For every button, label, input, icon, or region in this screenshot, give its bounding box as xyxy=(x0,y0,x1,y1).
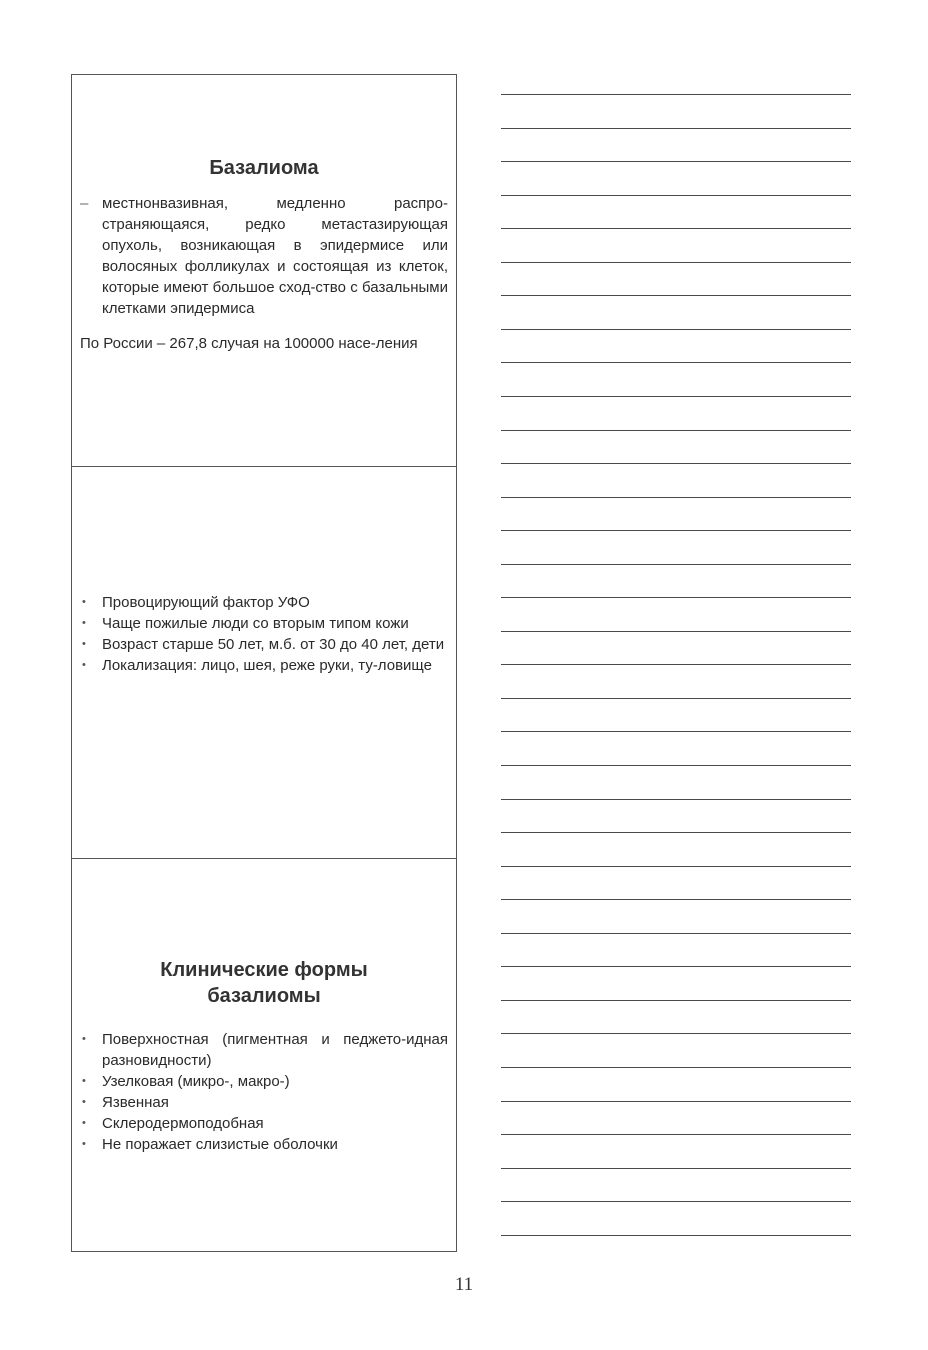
note-line xyxy=(501,463,851,464)
list-item: • Склеродермоподобная xyxy=(82,1115,264,1132)
note-line xyxy=(501,362,851,363)
note-line xyxy=(501,295,851,296)
bullet-icon: • xyxy=(82,1138,86,1150)
note-line xyxy=(501,262,851,263)
slide-clinical-forms xyxy=(72,858,456,1251)
slides-column xyxy=(71,74,457,1252)
slide-title: Клинические формы базалиомы xyxy=(160,959,368,1007)
note-line xyxy=(501,631,851,632)
note-line xyxy=(501,966,851,967)
note-line xyxy=(501,1067,851,1068)
list-item: • Возраст старше 50 лет, м.б. от 30 до 40 лет, дети xyxy=(82,636,445,653)
clinical-forms-list xyxy=(80,1029,448,1155)
note-line xyxy=(501,1033,851,1034)
note-line xyxy=(501,94,851,95)
note-line xyxy=(501,396,851,397)
note-line xyxy=(501,698,851,699)
note-line xyxy=(501,899,851,900)
dash-marker: – xyxy=(80,195,89,212)
bullet-icon: • xyxy=(82,1096,86,1108)
note-line xyxy=(501,195,851,196)
note-line xyxy=(501,1101,851,1102)
note-line xyxy=(501,1235,851,1236)
note-line xyxy=(501,866,851,867)
slide-risk-factors xyxy=(72,466,456,858)
bullet-icon: • xyxy=(82,1075,86,1087)
note-line xyxy=(501,564,851,565)
bullet-icon: • xyxy=(82,659,86,671)
list-item: • Узелковая (микро-, макро-) xyxy=(82,1073,290,1090)
list-item: • Локализация: лицо, шея, реже руки, ту-ловище xyxy=(82,657,432,674)
bullet-icon: • xyxy=(82,638,86,650)
note-line xyxy=(501,430,851,431)
note-line xyxy=(501,1201,851,1202)
note-line xyxy=(501,1168,851,1169)
list-item: • Провоцирующий фактор УФО xyxy=(82,594,310,611)
note-line xyxy=(501,329,851,330)
note-line xyxy=(501,1000,851,1001)
slide-title: Базалиома xyxy=(209,157,319,179)
note-line xyxy=(501,1134,851,1135)
note-line xyxy=(501,597,851,598)
bullet-icon: • xyxy=(82,1033,86,1045)
slide-basalioma xyxy=(72,75,456,466)
note-line xyxy=(501,933,851,934)
list-item: • Не поражает слизистые оболочки xyxy=(82,1136,338,1153)
list-item: • Язвенная xyxy=(82,1094,169,1111)
risk-factor-list xyxy=(80,592,448,676)
page-number: 11 xyxy=(454,1274,474,1295)
note-line xyxy=(501,799,851,800)
definition-item xyxy=(80,193,448,319)
note-line xyxy=(501,530,851,531)
list-item: • Чаще пожилые люди со вторым типом кожи xyxy=(82,615,409,632)
note-line xyxy=(501,228,851,229)
note-line xyxy=(501,832,851,833)
note-line xyxy=(501,161,851,162)
list-item: • Поверхностная (пигментная и педжето-идная разновидности) xyxy=(82,1031,448,1069)
statistic-text: По России – 267,8 случая на 100000 насе-ления xyxy=(80,335,418,352)
note-line xyxy=(501,664,851,665)
bullet-icon: • xyxy=(82,596,86,608)
note-line xyxy=(501,128,851,129)
note-line xyxy=(501,731,851,732)
note-line xyxy=(501,765,851,766)
bullet-icon: • xyxy=(82,1117,86,1129)
note-line xyxy=(501,497,851,498)
bullet-icon: • xyxy=(82,617,86,629)
definition-text: местнонвазивная, медленно распро-страняющаяся, редко метастазирующая опухоль, возникающая в эпидермисе или волосяных фолликулах и состоящая из клеток, которые имеют большое сход-ство с базальными клетками эпидермиса xyxy=(102,195,448,317)
